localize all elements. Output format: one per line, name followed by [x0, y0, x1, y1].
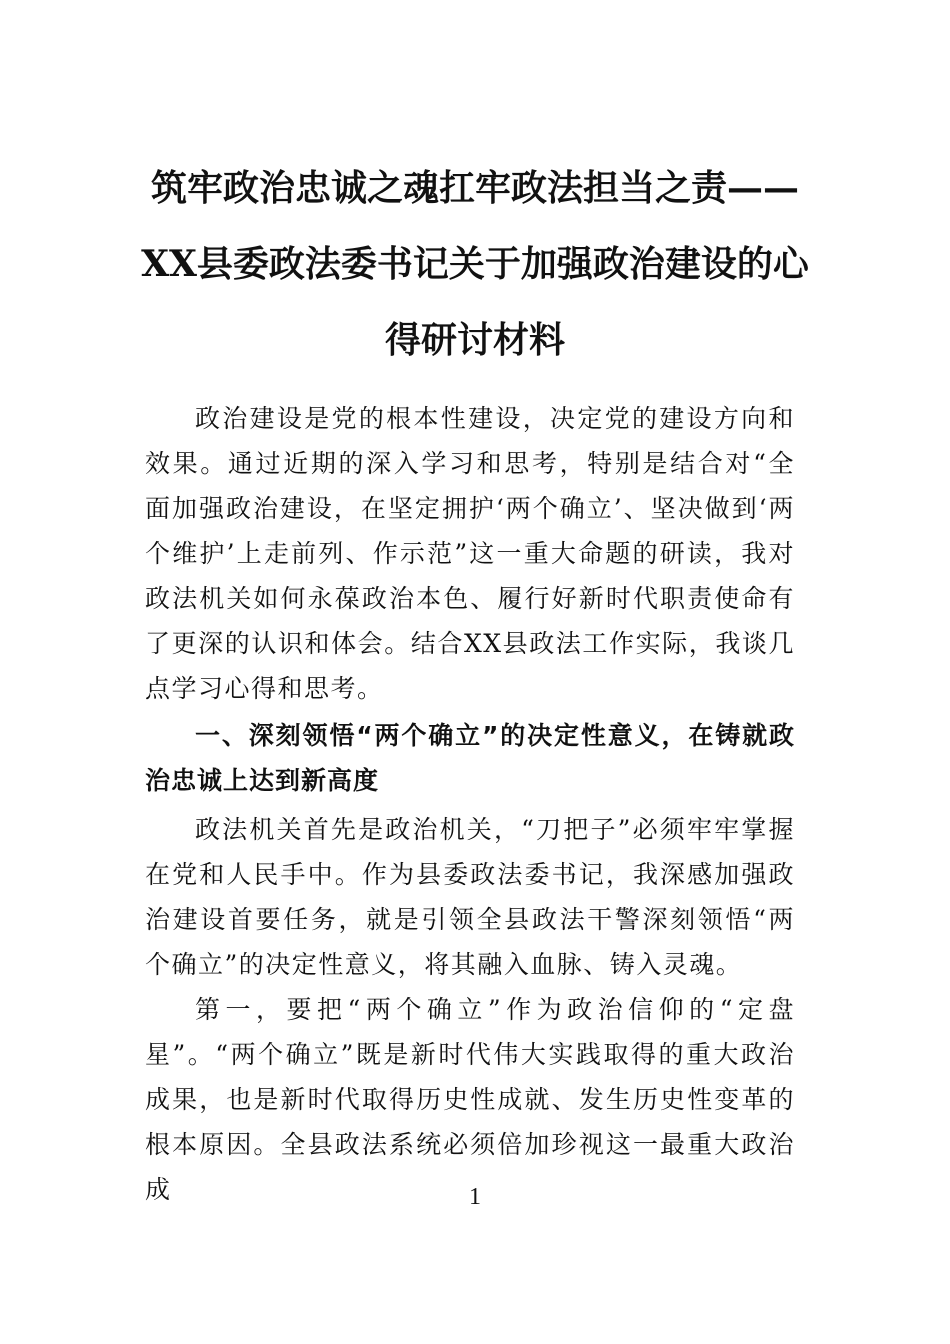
page-number: 1	[469, 1184, 481, 1210]
document-body	[145, 396, 795, 1212]
document-title: 筑牢政治忠诚之魂扛牢政法担当之责——XX县委政法委书记关于加强政治建设的心得研讨材料	[141, 167, 809, 361]
section-1-paragraph-1: 政法机关首先是政治机关，“刀把子”必须牢牢掌握在党和人民手中。作为县委政法委书记，我深感加强政治建设首要任务，就是引领全县政法干警深刻领悟“两个确立”的决定性意义，将其融入血脉、铸入灵魂。	[145, 815, 795, 979]
intro-paragraph: 政治建设是党的根本性建设，决定党的建设方向和效果。通过近期的深入学习和思考，特别是结合对“全面加强政治建设，在坚定拥护‘两个确立’、坚决做到‘两个维护’上走前列、作示范”这一重大命题的研读，我对政法机关如何永葆政治本色、履行好新时代职责使命有了更深的认识和体会。结合XX县政法工作实际，我谈几点学习心得和思考。	[145, 404, 795, 703]
section-heading-1: 一、深刻领悟“两个确立”的决定性意义，在铸就政治忠诚上达到新高度	[145, 721, 795, 795]
section-1-paragraph-2: 第一，要把“两个确立”作为政治信仰的“定盘星”。“两个确立”既是新时代伟大实践取得的重大政治成果，也是新时代取得历史性成就、发生历史性变革的根本原因。全县政法系统必须倍加珍视这一最重大政治成	[145, 995, 795, 1204]
